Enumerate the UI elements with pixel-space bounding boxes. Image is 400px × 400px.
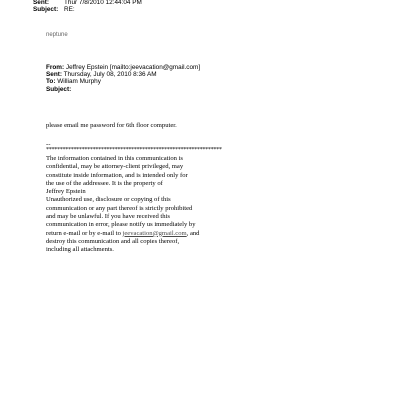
disclaimer-text: , and (186, 229, 200, 237)
quoted-from-value: Jeffrey Epstein [mailto:jeevacation@gmail.com] (65, 64, 201, 71)
disclaimer-line-with-link (46, 230, 286, 238)
quoted-subject-label: Subject: (46, 86, 72, 93)
disclaimer-line: Unauthorized use, disclosure or copying of this (46, 196, 171, 204)
top-sent-label: Sent: (33, 0, 49, 6)
disclaimer-line: communication in error, please notify us immediately by (46, 221, 196, 229)
disclaimer-line: The information contained in this communication is (46, 155, 183, 162)
top-subject-value: RE: (64, 6, 75, 13)
quoted-to-value: William Murphy (57, 78, 101, 85)
quoted-to-label: To: (46, 78, 56, 85)
disclaimer-text: return e-mail or by e-mail to (46, 229, 123, 237)
top-subject-row (33, 6, 75, 13)
disclaimer-line: confidential, may be attorney-client privileged, may (46, 163, 184, 171)
quoted-subject-row (46, 86, 73, 93)
disclaimer (46, 155, 286, 255)
quoted-sent-row (46, 71, 157, 78)
disclaimer-line: communication or any part thereof is strictly prohibited (46, 204, 193, 212)
disclaimer-line: Jeffrey Epstein (46, 188, 86, 196)
separator-line: **************************************************************** (46, 146, 222, 153)
quoted-sent-label: Sent: (46, 71, 62, 78)
quoted-from-label: From: (46, 64, 65, 71)
reply-body: neptune (46, 32, 68, 38)
signature-dash: -- (46, 141, 51, 148)
quoted-from-row (46, 64, 200, 71)
disclaimer-line: destroy this communication and all copies thereof, (46, 237, 180, 245)
disclaimer-line: the use of the addressee. It is the property of (46, 179, 163, 187)
message-body: please email me password for 6th floor computer. (46, 122, 177, 129)
disclaimer-line: constitute inside information, and is intended only for (46, 171, 188, 179)
quoted-to-row (46, 78, 101, 85)
disclaimer-line: including all attachments. (46, 246, 114, 254)
top-sent-value: Thur 7/8/2010 12:44:04 PM (64, 0, 142, 6)
quoted-sent-value: Thursday, July 08, 2010 8:36 AM (63, 71, 157, 78)
top-subject-label: Subject: (33, 6, 59, 13)
disclaimer-line: and may be unlawful. If you have received this (46, 213, 170, 221)
email-link[interactable]: jeevacation@gmail.com (122, 229, 187, 237)
